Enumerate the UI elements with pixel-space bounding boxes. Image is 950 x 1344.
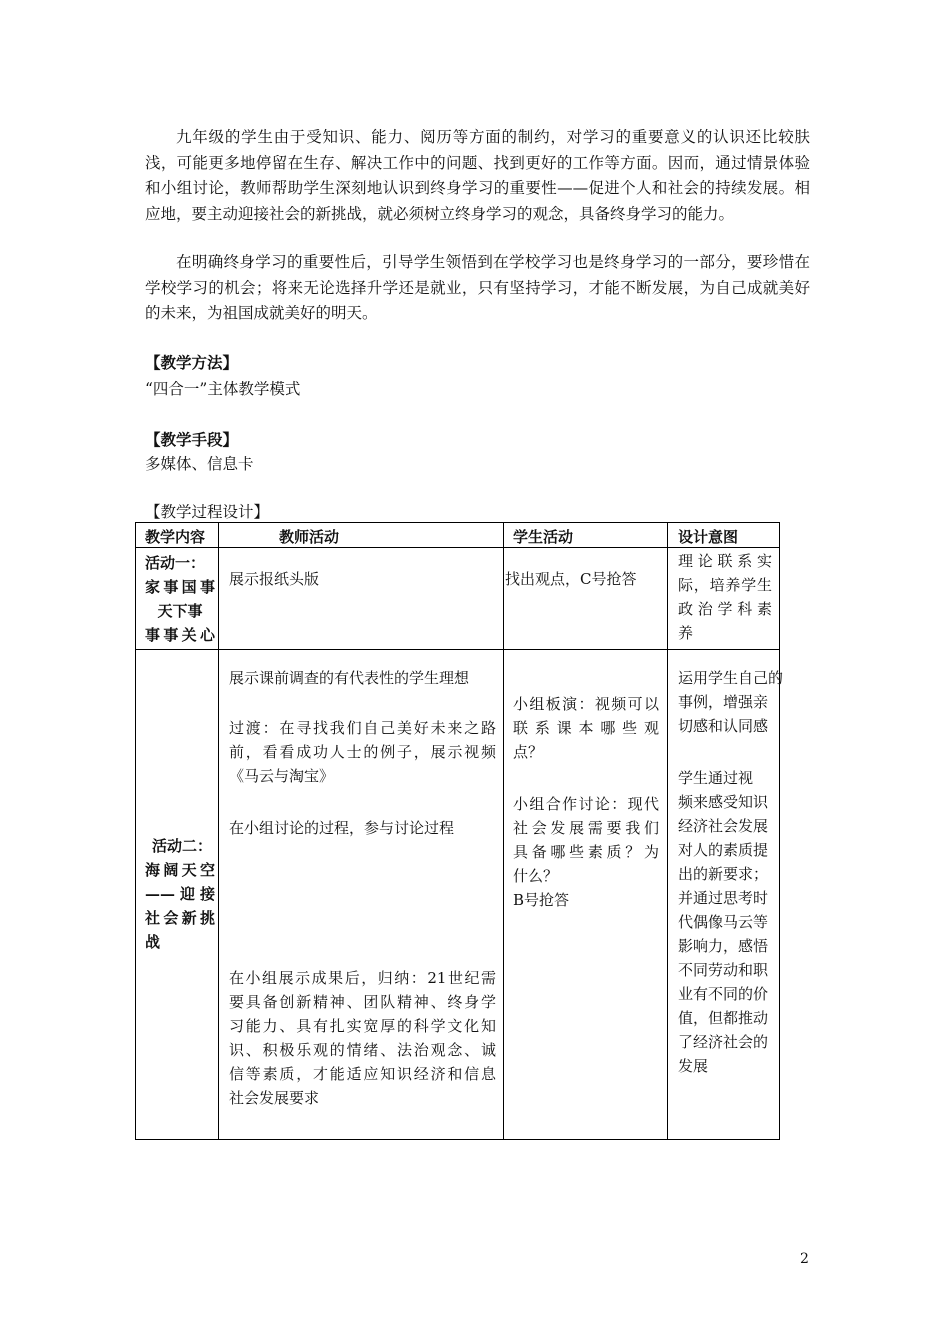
- row2-student-line: B号抢答: [513, 891, 570, 909]
- row2-teacher-line: 在小组展示成果后，归纳：21世纪需: [229, 969, 496, 987]
- header-student: 学生活动: [513, 528, 574, 546]
- row2-student-line: 点？: [513, 743, 544, 761]
- header-content: 教学内容: [145, 528, 206, 546]
- row2-teacher-line: 过渡：在寻找我们自己美好未来之路: [229, 719, 496, 737]
- row1-teacher: 展示报纸头版: [229, 570, 320, 588]
- row2-teacher-line: 识、积极乐观的情绪、法治观念、诚: [229, 1041, 496, 1059]
- table-row-divider: [135, 649, 780, 650]
- row2-student-line: 具备哪些素质？为: [513, 843, 659, 861]
- row2-intent-line: 发展: [678, 1057, 709, 1075]
- intro-paragraph-2: 在明确终身学习的重要性后，引导学生领悟到在学校学习也是终身学习的一部分，要珍惜在学校学习的机会；将来无论选择升学还是就业，只有坚持学习，才能不断发展，为自己成就美好的未来，为祖国成就美好的明天。: [145, 253, 810, 322]
- means-text: 多媒体、信息卡: [145, 455, 254, 473]
- row1-intent-line: 养: [678, 624, 694, 642]
- method-text: “四合一”主体教学模式: [145, 380, 301, 398]
- table-col-divider: [667, 522, 668, 1140]
- row1-student: 找出观点，C号抢答: [505, 570, 637, 588]
- table-border-right: [779, 522, 780, 1140]
- row1-intent-line: 际，培养学生: [678, 576, 772, 594]
- row2-content-line: 海阔天空: [145, 861, 215, 879]
- row2-intent-line: 学生通过视: [678, 769, 754, 787]
- row2-teacher-line: 要具备创新精神、团队精神、终身学: [229, 993, 496, 1011]
- row2-student-line: 小组板演：视频可以: [513, 695, 659, 713]
- row2-content: [145, 834, 215, 954]
- table-col-divider: [218, 522, 219, 1140]
- row2-teacher-line: 《马云与淘宝》: [229, 767, 335, 785]
- row2-intent-line: 经济社会发展: [678, 817, 769, 835]
- row2-intent-line: 了经济社会的: [678, 1033, 769, 1051]
- row2-intent-line: 并通过思考时: [678, 889, 769, 907]
- row2-content-line: ——迎接: [145, 885, 215, 903]
- row2-teacher-transition: [229, 716, 496, 788]
- row1-content: [145, 551, 215, 647]
- row1-content-line: 天下事: [157, 602, 203, 620]
- row2-intent-line: 不同劳动和职: [678, 961, 769, 979]
- row2-teacher-discussion: 在小组讨论的过程，参与讨论过程: [229, 819, 455, 837]
- row2-teacher-line: 习能力、具有扎实宽厚的科学文化知: [229, 1017, 496, 1035]
- row2-content-line: 社会新挑: [145, 909, 215, 927]
- row2-teacher-line: 信等素质，才能适应知识经济和信息: [229, 1065, 496, 1083]
- table-col-divider: [503, 522, 504, 1140]
- row2-teacher-survey: 展示课前调查的有代表性的学生理想: [229, 669, 470, 687]
- intro-paragraph-1: 九年级的学生由于受知识、能力、阅历等方面的制约，对学习的重要意义的认识还比较肤浅，可能更多地停留在生存、解决工作中的问题、找到更好的工作等方面。因而，通过情景体验和小组讨论，教师帮助学生深刻地认识到终身学习的重要性——促进个人和社会的持续发展。相应地，要主动迎接社会的新挑战，就必须树立终身学习的观念，具备终身学习的能力。: [145, 128, 810, 223]
- row2-intent-line: 影响力，感悟: [678, 937, 769, 955]
- header-intent: 设计意图: [678, 528, 739, 546]
- row1-content-line: 事事关心: [145, 626, 215, 644]
- row2-student-line: 联系课本哪些观: [513, 719, 659, 737]
- row1-content-line: 活动一：: [145, 554, 206, 572]
- row2-student-line: 什么？: [513, 867, 559, 885]
- table-border-left: [135, 522, 136, 1140]
- row1-intent: [678, 549, 772, 645]
- row2-intent-line: 代偶像马云等: [678, 913, 769, 931]
- row2-intent-example: [678, 666, 783, 738]
- table-row-divider: [135, 547, 780, 548]
- row2-intent-line: 业有不同的价: [678, 985, 769, 1003]
- header-teacher: 教师活动: [279, 528, 340, 546]
- table-border-bottom: [135, 1139, 780, 1140]
- row2-student-line: 小组合作讨论：现代: [513, 795, 659, 813]
- row2-intent-video: [678, 766, 768, 1078]
- row2-intent-line: 运用学生自己的: [678, 669, 784, 687]
- row2-student-board: [513, 692, 659, 764]
- row2-intent-line: 出的新要求；: [678, 865, 769, 883]
- means-heading: 【教学手段】: [145, 430, 239, 449]
- row1-content-line: 家事国事: [145, 578, 215, 596]
- row2-student-discussion: [513, 792, 659, 912]
- row2-teacher-line: 前，看看成功人士的例子，展示视频: [229, 743, 496, 761]
- row1-intent-line: 理论联系实: [678, 552, 772, 570]
- row2-intent-line: 事例，增强亲: [678, 693, 769, 711]
- row2-intent-line: 切感和认同感: [678, 717, 769, 735]
- method-heading: 【教学方法】: [145, 353, 239, 372]
- row2-content-line: 活动二：: [152, 837, 213, 855]
- row2-intent-line: 频来感受知识: [678, 793, 769, 811]
- row2-teacher-line: 社会发展要求: [229, 1089, 320, 1107]
- page-number: 2: [800, 1251, 809, 1267]
- row2-intent-line: 值，但都推动: [678, 1009, 769, 1027]
- table-border-top: [135, 522, 780, 523]
- row2-intent-line: 对人的素质提: [678, 841, 769, 859]
- row2-student-line: 社会发展需要我们: [513, 819, 659, 837]
- row2-teacher-summary: [229, 966, 496, 1110]
- table-caption: 【教学过程设计】: [145, 503, 270, 521]
- row2-content-line: 战: [145, 933, 161, 951]
- row1-intent-line: 政治学科素: [678, 600, 772, 618]
